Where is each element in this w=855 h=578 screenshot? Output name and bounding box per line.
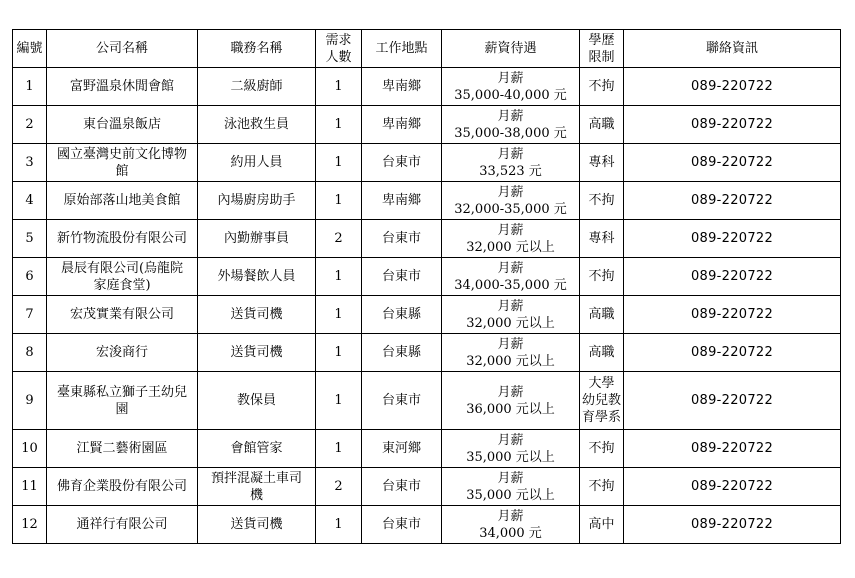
row-count: 1 <box>316 68 362 106</box>
row-edu: 專科 <box>580 220 624 258</box>
row-no: 3 <box>13 144 47 182</box>
row-company: 佛育企業股份有限公司 <box>47 468 198 506</box>
header-salary: 薪資待遇 <box>442 30 580 68</box>
row-job: 泳池救生員 <box>198 106 316 144</box>
row-location: 卑南鄉 <box>362 106 442 144</box>
row-salary: 月薪 35,000 元以上 <box>442 430 580 468</box>
row-contact: 089-220722 <box>624 468 841 506</box>
header-row <box>13 30 841 68</box>
row-contact: 089-220722 <box>624 506 841 544</box>
row-count: 1 <box>316 372 362 430</box>
row-count: 1 <box>316 106 362 144</box>
row-job: 約用人員 <box>198 144 316 182</box>
row-job: 送貨司機 <box>198 334 316 372</box>
row-location: 台東市 <box>362 372 442 430</box>
table-row <box>13 430 841 468</box>
row-edu: 不拘 <box>580 430 624 468</box>
row-no: 7 <box>13 296 47 334</box>
row-contact: 089-220722 <box>624 296 841 334</box>
row-salary: 月薪 33,523 元 <box>442 144 580 182</box>
row-contact: 089-220722 <box>624 372 841 430</box>
row-company: 富野溫泉休閒會館 <box>47 68 198 106</box>
table-row <box>13 334 841 372</box>
row-location: 台東市 <box>362 220 442 258</box>
row-count: 1 <box>316 334 362 372</box>
row-edu: 高職 <box>580 334 624 372</box>
row-job: 送貨司機 <box>198 506 316 544</box>
row-edu: 高中 <box>580 506 624 544</box>
row-count: 1 <box>316 296 362 334</box>
row-company: 宏茂實業有限公司 <box>47 296 198 334</box>
row-no: 2 <box>13 106 47 144</box>
row-salary: 月薪 34,000-35,000 元 <box>442 258 580 296</box>
row-job: 內場廚房助手 <box>198 182 316 220</box>
row-count: 1 <box>316 144 362 182</box>
row-no: 12 <box>13 506 47 544</box>
row-company: 原始部落山地美食館 <box>47 182 198 220</box>
table-row <box>13 372 841 430</box>
row-salary: 月薪 35,000-38,000 元 <box>442 106 580 144</box>
table-row <box>13 144 841 182</box>
header-job: 職務名稱 <box>198 30 316 68</box>
row-count: 2 <box>316 468 362 506</box>
row-salary: 月薪 32,000 元以上 <box>442 296 580 334</box>
row-salary: 月薪 34,000 元 <box>442 506 580 544</box>
row-job: 二級廚師 <box>198 68 316 106</box>
row-count: 2 <box>316 220 362 258</box>
table-row <box>13 506 841 544</box>
row-no: 8 <box>13 334 47 372</box>
row-job: 外場餐飲人員 <box>198 258 316 296</box>
row-job: 教保員 <box>198 372 316 430</box>
header-location: 工作地點 <box>362 30 442 68</box>
row-no: 6 <box>13 258 47 296</box>
table-row <box>13 68 841 106</box>
row-salary: 月薪 35,000-40,000 元 <box>442 68 580 106</box>
row-edu: 不拘 <box>580 258 624 296</box>
table-row <box>13 296 841 334</box>
row-contact: 089-220722 <box>624 258 841 296</box>
row-contact: 089-220722 <box>624 220 841 258</box>
row-company: 江賢二藝術園區 <box>47 430 198 468</box>
row-no: 9 <box>13 372 47 430</box>
row-location: 台東市 <box>362 258 442 296</box>
row-count: 1 <box>316 258 362 296</box>
row-contact: 089-220722 <box>624 430 841 468</box>
row-edu: 高職 <box>580 296 624 334</box>
row-location: 台東縣 <box>362 334 442 372</box>
row-location: 台東市 <box>362 468 442 506</box>
row-location: 卑南鄉 <box>362 68 442 106</box>
row-salary: 月薪 32,000 元以上 <box>442 334 580 372</box>
row-salary: 月薪 32,000 元以上 <box>442 220 580 258</box>
row-salary: 月薪 32,000-35,000 元 <box>442 182 580 220</box>
row-location: 台東市 <box>362 506 442 544</box>
header-no: 編號 <box>13 30 47 68</box>
table-row <box>13 220 841 258</box>
row-company: 臺東縣私立獅子王幼兒 園 <box>47 372 198 430</box>
row-location: 台東市 <box>362 144 442 182</box>
row-count: 1 <box>316 182 362 220</box>
row-no: 4 <box>13 182 47 220</box>
header-contact: 聯絡資訊 <box>624 30 841 68</box>
header-edu: 學歷 限制 <box>580 30 624 68</box>
row-count: 1 <box>316 430 362 468</box>
row-job: 送貨司機 <box>198 296 316 334</box>
row-job: 內勤辦事員 <box>198 220 316 258</box>
row-edu: 不拘 <box>580 182 624 220</box>
row-contact: 089-220722 <box>624 334 841 372</box>
job-listing-table <box>12 29 841 544</box>
table-row <box>13 258 841 296</box>
row-count: 1 <box>316 506 362 544</box>
row-edu: 大學 幼兒教 育學系 <box>580 372 624 430</box>
row-location: 台東縣 <box>362 296 442 334</box>
row-edu: 專科 <box>580 144 624 182</box>
row-company: 國立臺灣史前文化博物 館 <box>47 144 198 182</box>
row-contact: 089-220722 <box>624 144 841 182</box>
row-no: 11 <box>13 468 47 506</box>
row-no: 1 <box>13 68 47 106</box>
row-location: 卑南鄉 <box>362 182 442 220</box>
row-company: 宏浚商行 <box>47 334 198 372</box>
row-contact: 089-220722 <box>624 68 841 106</box>
row-no: 10 <box>13 430 47 468</box>
row-contact: 089-220722 <box>624 106 841 144</box>
row-contact: 089-220722 <box>624 182 841 220</box>
table-body <box>13 68 841 544</box>
row-salary: 月薪 35,000 元以上 <box>442 468 580 506</box>
row-edu: 高職 <box>580 106 624 144</box>
table-row <box>13 106 841 144</box>
row-company: 通祥行有限公司 <box>47 506 198 544</box>
row-job: 會館管家 <box>198 430 316 468</box>
table-row <box>13 468 841 506</box>
row-edu: 不拘 <box>580 68 624 106</box>
row-job: 預拌混凝土車司 機 <box>198 468 316 506</box>
header-company: 公司名稱 <box>47 30 198 68</box>
row-company: 晨辰有限公司(烏龍院 家庭食堂) <box>47 258 198 296</box>
row-company: 東台溫泉飯店 <box>47 106 198 144</box>
row-location: 東河鄉 <box>362 430 442 468</box>
row-no: 5 <box>13 220 47 258</box>
row-salary: 月薪 36,000 元以上 <box>442 372 580 430</box>
row-edu: 不拘 <box>580 468 624 506</box>
header-count: 需求 人數 <box>316 30 362 68</box>
table-row <box>13 182 841 220</box>
row-company: 新竹物流股份有限公司 <box>47 220 198 258</box>
